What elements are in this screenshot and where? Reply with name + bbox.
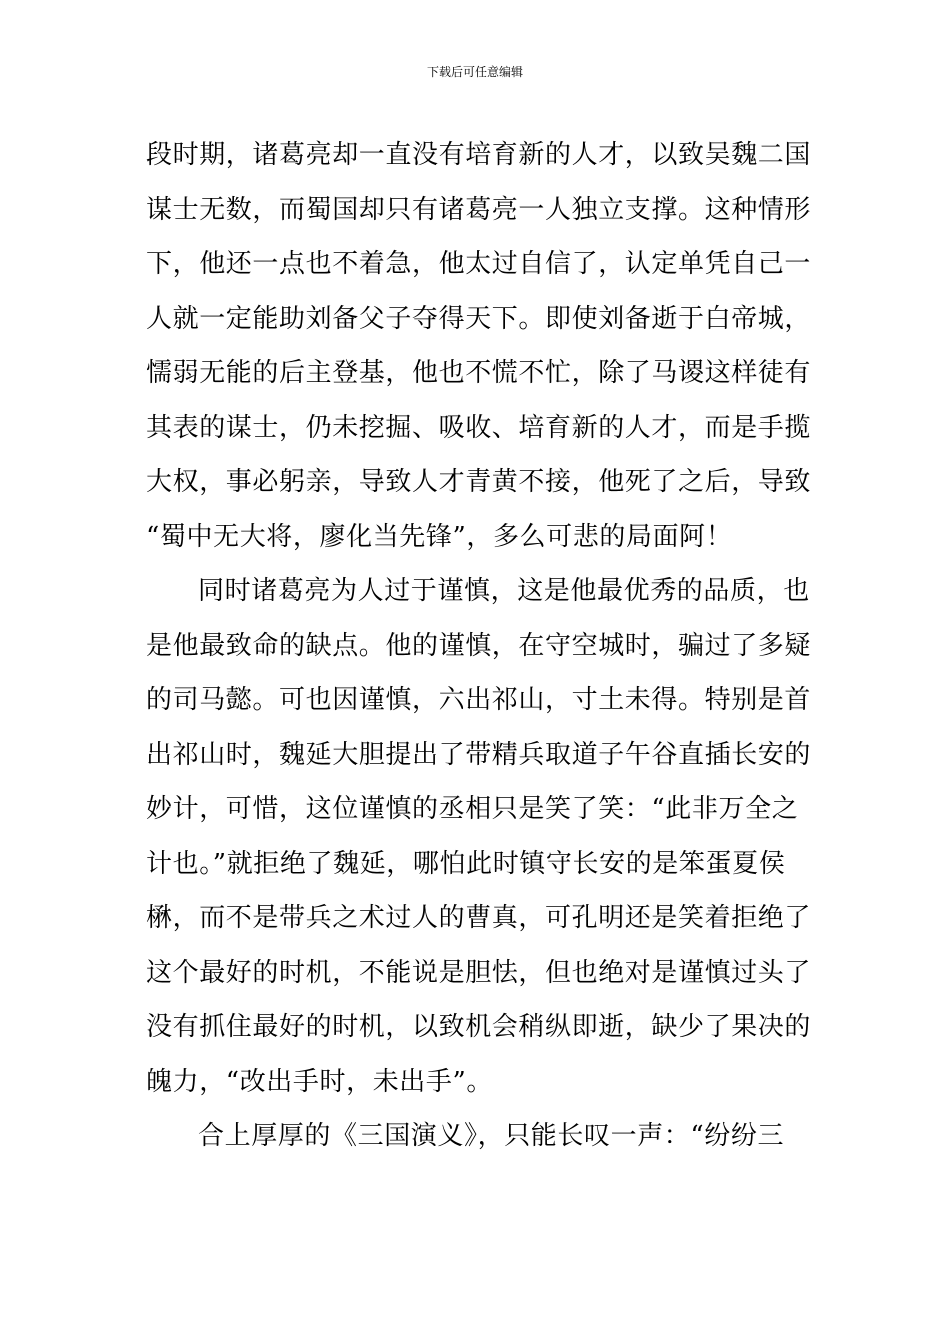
text-line: 谋士无数，而蜀国却只有诸葛亮一人独立支撑。这种情形 (146, 194, 812, 225)
text-line: “蜀中无大将，廖化当先锋”，多么可悲的局面阿！ (146, 521, 733, 552)
text-line: 同时诸葛亮为人过于谨慎，这是他最优秀的品质，也 (198, 576, 810, 606)
text-line: 其表的谋士，仍未挖掘、吸收、培育新的人才，而是手揽 (146, 412, 812, 443)
text-line: 段时期，诸葛亮却一直没有培育新的人才，以致吴魏二国 (146, 140, 812, 170)
text-line: 合上厚厚的《三国演义》，只能长叹一声：“纷纷三 (198, 1121, 785, 1151)
text-line: 大权，事必躬亲，导致人才青黄不接，他死了之后，导致 (146, 467, 812, 497)
text-line: 这个最好的时机，不能说是胆怯，但也绝对是谨慎过头了 (146, 957, 812, 988)
text-line: 妙计，可惜，这位谨慎的丞相只是笑了笑：“此非万全之 (146, 794, 799, 824)
text-line: 楙，而不是带兵之术过人的曹真，可孔明还是笑着拒绝了 (146, 903, 812, 933)
text-line: 计也。”就拒绝了魏延，哪怕此时镇守长安的是笨蛋夏侯 (146, 848, 786, 879)
text-line: 魄力，“改出手时，未出手”。 (146, 1066, 493, 1097)
page-header: 下载后可任意编辑 (426, 65, 523, 79)
text-line: 懦弱无能的后主登基，他也不慌不忙，除了马谡这样徒有 (146, 358, 812, 388)
text-line: 人就一定能助刘备父子夺得天下。即使刘备逝于白帝城， (146, 303, 812, 334)
text-line: 下，他还一点也不着急，他太过自信了，认定单凭自己一 (146, 249, 812, 279)
text-line: 出祁山时，魏延大胆提出了带精兵取道子午谷直插长安的 (146, 739, 812, 770)
body-text (146, 128, 812, 1164)
text-line: 是他最致命的缺点。他的谨慎，在守空城时，骗过了多疑 (146, 630, 812, 661)
text-line: 没有抓住最好的时机，以致机会稍纵即逝，缺少了果决的 (146, 1012, 812, 1042)
text-line: 的司马懿。可也因谨慎，六出祁山，寸土未得。特别是首 (146, 685, 812, 715)
